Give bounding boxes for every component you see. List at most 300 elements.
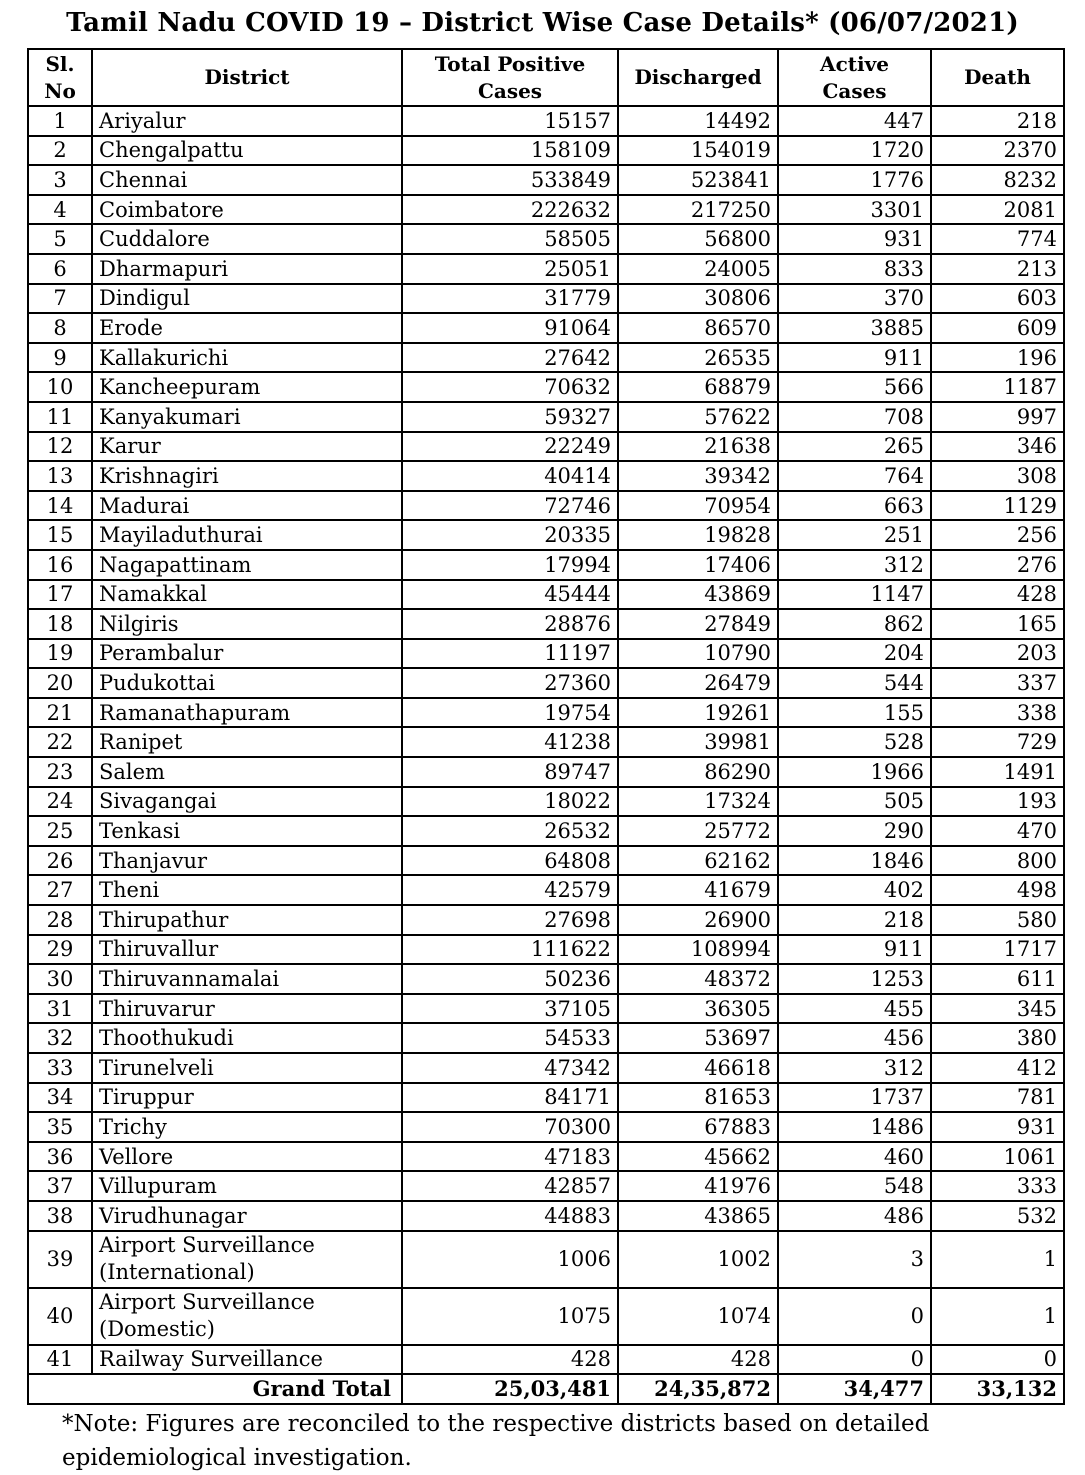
cell-total-positive: 1006 [402, 1231, 618, 1288]
cell-active: 1846 [778, 846, 931, 876]
cell-sl-no: 33 [28, 1053, 92, 1083]
cell-district: Coimbatore [92, 195, 402, 225]
cell-district: Nagapattinam [92, 550, 402, 580]
cell-total-positive: 22249 [402, 432, 618, 462]
cell-active: 251 [778, 520, 931, 550]
cell-active: 1253 [778, 964, 931, 994]
cell-total-positive: 40414 [402, 461, 618, 491]
header-total-positive [402, 49, 618, 106]
cell-death: 256 [931, 520, 1064, 550]
table-row [28, 432, 1064, 462]
cell-total-positive: 28876 [402, 609, 618, 639]
cell-sl-no: 16 [28, 550, 92, 580]
cell-sl-no: 13 [28, 461, 92, 491]
table-row [28, 1053, 1064, 1083]
cell-discharged: 48372 [618, 964, 778, 994]
cell-discharged: 428 [618, 1345, 778, 1375]
cell-active: 3 [778, 1231, 931, 1288]
cell-sl-no: 23 [28, 757, 92, 787]
cell-active: 155 [778, 698, 931, 728]
cell-death: 580 [931, 905, 1064, 935]
header-total-line2: Cases [477, 78, 543, 103]
cell-discharged: 19261 [618, 698, 778, 728]
table-row [28, 875, 1064, 905]
cell-death: 412 [931, 1053, 1064, 1083]
cell-district: Airport Surveillance (International) [92, 1231, 402, 1288]
cell-death: 603 [931, 284, 1064, 314]
cell-active: 911 [778, 935, 931, 965]
table-row [28, 224, 1064, 254]
cell-total-positive: 27360 [402, 668, 618, 698]
table-row [28, 846, 1064, 876]
cell-total-positive: 64808 [402, 846, 618, 876]
cell-active: 708 [778, 402, 931, 432]
cell-active: 764 [778, 461, 931, 491]
cell-district: Ariyalur [92, 106, 402, 136]
table-row [28, 254, 1064, 284]
header-sl-line1: Sl. [45, 51, 75, 76]
table-row [28, 639, 1064, 669]
table-row [28, 1345, 1064, 1375]
cell-discharged: 1002 [618, 1231, 778, 1288]
cell-total-positive: 15157 [402, 106, 618, 136]
table-row [28, 1231, 1064, 1288]
table-row [28, 372, 1064, 402]
table-row [28, 491, 1064, 521]
cell-sl-no: 11 [28, 402, 92, 432]
cell-district: Salem [92, 757, 402, 787]
grand-total-row [28, 1374, 1064, 1404]
cell-total-positive: 50236 [402, 964, 618, 994]
cell-death: 1187 [931, 372, 1064, 402]
cell-death: 276 [931, 550, 1064, 580]
cell-death: 1717 [931, 935, 1064, 965]
table-row [28, 550, 1064, 580]
district-case-table [27, 48, 1065, 1405]
cell-death: 609 [931, 313, 1064, 343]
cell-total-positive: 222632 [402, 195, 618, 225]
cell-total-positive: 111622 [402, 935, 618, 965]
cell-sl-no: 21 [28, 698, 92, 728]
cell-total-positive: 19754 [402, 698, 618, 728]
cell-active: 447 [778, 106, 931, 136]
cell-sl-no: 41 [28, 1345, 92, 1375]
cell-death: 800 [931, 846, 1064, 876]
cell-active: 218 [778, 905, 931, 935]
header-active-line1: Active [820, 51, 889, 76]
cell-total-positive: 18022 [402, 787, 618, 817]
cell-active: 528 [778, 727, 931, 757]
cell-total-positive: 54533 [402, 1023, 618, 1053]
cell-discharged: 26479 [618, 668, 778, 698]
cell-discharged: 19828 [618, 520, 778, 550]
table-header-row [28, 49, 1064, 106]
cell-total-positive: 533849 [402, 165, 618, 195]
cell-district: Thanjavur [92, 846, 402, 876]
cell-discharged: 25772 [618, 816, 778, 846]
header-death: Death [931, 49, 1064, 106]
cell-active: 3301 [778, 195, 931, 225]
cell-sl-no: 32 [28, 1023, 92, 1053]
cell-district: Kallakurichi [92, 343, 402, 373]
table-row [28, 727, 1064, 757]
cell-total-positive: 428 [402, 1345, 618, 1375]
table-row [28, 816, 1064, 846]
cell-death: 218 [931, 106, 1064, 136]
table-row [28, 1171, 1064, 1201]
cell-total-positive: 17994 [402, 550, 618, 580]
header-sl-line2: No [44, 78, 76, 103]
cell-sl-no: 18 [28, 609, 92, 639]
table-row [28, 580, 1064, 610]
cell-active: 1776 [778, 165, 931, 195]
cell-total-positive: 41238 [402, 727, 618, 757]
cell-sl-no: 15 [28, 520, 92, 550]
cell-death: 196 [931, 343, 1064, 373]
cell-death: 165 [931, 609, 1064, 639]
table-row [28, 165, 1064, 195]
cell-death: 1 [931, 1288, 1064, 1345]
cell-death: 0 [931, 1345, 1064, 1375]
cell-district: Railway Surveillance [92, 1345, 402, 1375]
cell-district: Ramanathapuram [92, 698, 402, 728]
cell-district: Thoothukudi [92, 1023, 402, 1053]
cell-district: Chennai [92, 165, 402, 195]
cell-district: Theni [92, 875, 402, 905]
grand-total-positive: 25,03,481 [402, 1374, 618, 1404]
table-row [28, 905, 1064, 935]
table-row [28, 698, 1064, 728]
cell-total-positive: 42857 [402, 1171, 618, 1201]
header-district: District [92, 49, 402, 106]
cell-discharged: 41976 [618, 1171, 778, 1201]
cell-death: 308 [931, 461, 1064, 491]
cell-total-positive: 26532 [402, 816, 618, 846]
cell-discharged: 56800 [618, 224, 778, 254]
cell-discharged: 10790 [618, 639, 778, 669]
cell-sl-no: 39 [28, 1231, 92, 1288]
cell-total-positive: 44883 [402, 1201, 618, 1231]
cell-discharged: 30806 [618, 284, 778, 314]
cell-discharged: 108994 [618, 935, 778, 965]
cell-discharged: 62162 [618, 846, 778, 876]
cell-district: Airport Surveillance (Domestic) [92, 1288, 402, 1345]
cell-discharged: 17324 [618, 787, 778, 817]
table-row [28, 757, 1064, 787]
cell-active: 931 [778, 224, 931, 254]
table-row [28, 1023, 1064, 1053]
cell-district: Tiruppur [92, 1083, 402, 1113]
cell-sl-no: 8 [28, 313, 92, 343]
cell-discharged: 81653 [618, 1083, 778, 1113]
cell-district: Thiruvannamalai [92, 964, 402, 994]
cell-death: 498 [931, 875, 1064, 905]
cell-active: 566 [778, 372, 931, 402]
cell-sl-no: 37 [28, 1171, 92, 1201]
cell-district: Perambalur [92, 639, 402, 669]
cell-district: Tenkasi [92, 816, 402, 846]
cell-death: 1491 [931, 757, 1064, 787]
cell-active: 455 [778, 994, 931, 1024]
cell-active: 1737 [778, 1083, 931, 1113]
cell-discharged: 67883 [618, 1112, 778, 1142]
cell-discharged: 36305 [618, 994, 778, 1024]
cell-sl-no: 2 [28, 136, 92, 166]
cell-discharged: 523841 [618, 165, 778, 195]
cell-sl-no: 25 [28, 816, 92, 846]
cell-total-positive: 47342 [402, 1053, 618, 1083]
cell-sl-no: 4 [28, 195, 92, 225]
cell-total-positive: 58505 [402, 224, 618, 254]
cell-discharged: 27849 [618, 609, 778, 639]
cell-district: Dindigul [92, 284, 402, 314]
cell-sl-no: 1 [28, 106, 92, 136]
cell-total-positive: 25051 [402, 254, 618, 284]
cell-district: Nilgiris [92, 609, 402, 639]
cell-active: 1486 [778, 1112, 931, 1142]
cell-district: Cuddalore [92, 224, 402, 254]
cell-death: 729 [931, 727, 1064, 757]
cell-sl-no: 29 [28, 935, 92, 965]
cell-discharged: 24005 [618, 254, 778, 284]
cell-discharged: 70954 [618, 491, 778, 521]
header-active-line2: Cases [822, 78, 887, 103]
cell-active: 290 [778, 816, 931, 846]
cell-district: Ranipet [92, 727, 402, 757]
cell-active: 663 [778, 491, 931, 521]
cell-district: Krishnagiri [92, 461, 402, 491]
cell-sl-no: 14 [28, 491, 92, 521]
footnote: *Note: Figures are reconciled to the respective districts based on detailed epidemiological investigation. [62, 1411, 930, 1471]
cell-sl-no: 9 [28, 343, 92, 373]
table-row [28, 1112, 1064, 1142]
cell-total-positive: 72746 [402, 491, 618, 521]
cell-active: 402 [778, 875, 931, 905]
cell-sl-no: 34 [28, 1083, 92, 1113]
cell-sl-no: 17 [28, 580, 92, 610]
table-row [28, 964, 1064, 994]
cell-total-positive: 84171 [402, 1083, 618, 1113]
cell-active: 505 [778, 787, 931, 817]
cell-sl-no: 40 [28, 1288, 92, 1345]
cell-death: 346 [931, 432, 1064, 462]
cell-discharged: 217250 [618, 195, 778, 225]
cell-sl-no: 19 [28, 639, 92, 669]
cell-active: 0 [778, 1288, 931, 1345]
cell-discharged: 39342 [618, 461, 778, 491]
page-title: Tamil Nadu COVID 19 – District Wise Case Details* (06/07/2021) [66, 8, 1019, 38]
cell-active: 3885 [778, 313, 931, 343]
cell-death: 203 [931, 639, 1064, 669]
grand-total-death: 33,132 [931, 1374, 1064, 1404]
cell-death: 333 [931, 1171, 1064, 1201]
table-row [28, 461, 1064, 491]
cell-discharged: 86290 [618, 757, 778, 787]
cell-active: 312 [778, 1053, 931, 1083]
cell-discharged: 26535 [618, 343, 778, 373]
header-sl-no [28, 49, 92, 106]
cell-sl-no: 10 [28, 372, 92, 402]
cell-sl-no: 5 [28, 224, 92, 254]
cell-district: Namakkal [92, 580, 402, 610]
cell-active: 544 [778, 668, 931, 698]
cell-sl-no: 35 [28, 1112, 92, 1142]
table-row [28, 1201, 1064, 1231]
cell-discharged: 86570 [618, 313, 778, 343]
cell-death: 1 [931, 1231, 1064, 1288]
cell-sl-no: 36 [28, 1142, 92, 1172]
cell-death: 2370 [931, 136, 1064, 166]
cell-active: 833 [778, 254, 931, 284]
header-active-cases [778, 49, 931, 106]
cell-active: 1720 [778, 136, 931, 166]
cell-death: 338 [931, 698, 1064, 728]
cell-discharged: 46618 [618, 1053, 778, 1083]
table-row [28, 1083, 1064, 1113]
cell-discharged: 57622 [618, 402, 778, 432]
cell-death: 213 [931, 254, 1064, 284]
cell-total-positive: 89747 [402, 757, 618, 787]
cell-active: 911 [778, 343, 931, 373]
cell-total-positive: 59327 [402, 402, 618, 432]
table-row [28, 520, 1064, 550]
table-row [28, 402, 1064, 432]
table-body [28, 106, 1064, 1374]
table-row [28, 1288, 1064, 1345]
cell-discharged: 39981 [618, 727, 778, 757]
cell-active: 0 [778, 1345, 931, 1375]
cell-district: Tirunelveli [92, 1053, 402, 1083]
cell-death: 774 [931, 224, 1064, 254]
cell-total-positive: 91064 [402, 313, 618, 343]
cell-sl-no: 3 [28, 165, 92, 195]
cell-death: 193 [931, 787, 1064, 817]
cell-district: Vellore [92, 1142, 402, 1172]
cell-discharged: 45662 [618, 1142, 778, 1172]
cell-total-positive: 45444 [402, 580, 618, 610]
cell-death: 337 [931, 668, 1064, 698]
cell-district: Mayiladuthurai [92, 520, 402, 550]
cell-death: 781 [931, 1083, 1064, 1113]
cell-sl-no: 6 [28, 254, 92, 284]
grand-total-active: 34,477 [778, 1374, 931, 1404]
cell-district: Sivagangai [92, 787, 402, 817]
cell-district: Thiruvallur [92, 935, 402, 965]
cell-district: Virudhunagar [92, 1201, 402, 1231]
table-row [28, 1142, 1064, 1172]
cell-active: 548 [778, 1171, 931, 1201]
cell-sl-no: 28 [28, 905, 92, 935]
cell-total-positive: 37105 [402, 994, 618, 1024]
cell-sl-no: 22 [28, 727, 92, 757]
cell-discharged: 43865 [618, 1201, 778, 1231]
cell-district: Kancheepuram [92, 372, 402, 402]
cell-discharged: 68879 [618, 372, 778, 402]
cell-district: Dharmapuri [92, 254, 402, 284]
cell-district: Thirupathur [92, 905, 402, 935]
cell-discharged: 17406 [618, 550, 778, 580]
cell-sl-no: 27 [28, 875, 92, 905]
cell-death: 997 [931, 402, 1064, 432]
cell-sl-no: 38 [28, 1201, 92, 1231]
cell-death: 8232 [931, 165, 1064, 195]
cell-discharged: 43869 [618, 580, 778, 610]
cell-discharged: 26900 [618, 905, 778, 935]
cell-sl-no: 7 [28, 284, 92, 314]
cell-total-positive: 70632 [402, 372, 618, 402]
cell-district: Madurai [92, 491, 402, 521]
cell-death: 2081 [931, 195, 1064, 225]
cell-death: 380 [931, 1023, 1064, 1053]
cell-active: 1147 [778, 580, 931, 610]
cell-death: 611 [931, 964, 1064, 994]
cell-total-positive: 70300 [402, 1112, 618, 1142]
cell-district: Thiruvarur [92, 994, 402, 1024]
cell-total-positive: 20335 [402, 520, 618, 550]
cell-total-positive: 31779 [402, 284, 618, 314]
cell-death: 532 [931, 1201, 1064, 1231]
table-row [28, 787, 1064, 817]
table-row [28, 195, 1064, 225]
cell-district: Erode [92, 313, 402, 343]
cell-sl-no: 20 [28, 668, 92, 698]
table-row [28, 136, 1064, 166]
table-row [28, 668, 1064, 698]
cell-active: 486 [778, 1201, 931, 1231]
cell-discharged: 21638 [618, 432, 778, 462]
cell-district: Villupuram [92, 1171, 402, 1201]
cell-total-positive: 27642 [402, 343, 618, 373]
grand-total-label: Grand Total [28, 1374, 402, 1404]
cell-district: Chengalpattu [92, 136, 402, 166]
cell-total-positive: 47183 [402, 1142, 618, 1172]
cell-sl-no: 26 [28, 846, 92, 876]
cell-district: Karur [92, 432, 402, 462]
table-row [28, 343, 1064, 373]
cell-district: Kanyakumari [92, 402, 402, 432]
header-discharged: Discharged [618, 49, 778, 106]
cell-active: 862 [778, 609, 931, 639]
cell-discharged: 1074 [618, 1288, 778, 1345]
cell-district: Trichy [92, 1112, 402, 1142]
cell-discharged: 41679 [618, 875, 778, 905]
cell-active: 312 [778, 550, 931, 580]
table-row [28, 935, 1064, 965]
cell-discharged: 154019 [618, 136, 778, 166]
cell-active: 460 [778, 1142, 931, 1172]
table-row [28, 313, 1064, 343]
cell-total-positive: 42579 [402, 875, 618, 905]
grand-total-discharged: 24,35,872 [618, 1374, 778, 1404]
cell-discharged: 53697 [618, 1023, 778, 1053]
cell-total-positive: 1075 [402, 1288, 618, 1345]
cell-total-positive: 158109 [402, 136, 618, 166]
cell-active: 265 [778, 432, 931, 462]
cell-active: 204 [778, 639, 931, 669]
cell-death: 470 [931, 816, 1064, 846]
cell-sl-no: 31 [28, 994, 92, 1024]
table-row [28, 106, 1064, 136]
cell-death: 931 [931, 1112, 1064, 1142]
cell-death: 428 [931, 580, 1064, 610]
cell-discharged: 14492 [618, 106, 778, 136]
cell-district: Pudukottai [92, 668, 402, 698]
cell-sl-no: 30 [28, 964, 92, 994]
cell-active: 1966 [778, 757, 931, 787]
cell-sl-no: 12 [28, 432, 92, 462]
cell-death: 1061 [931, 1142, 1064, 1172]
table-row [28, 994, 1064, 1024]
